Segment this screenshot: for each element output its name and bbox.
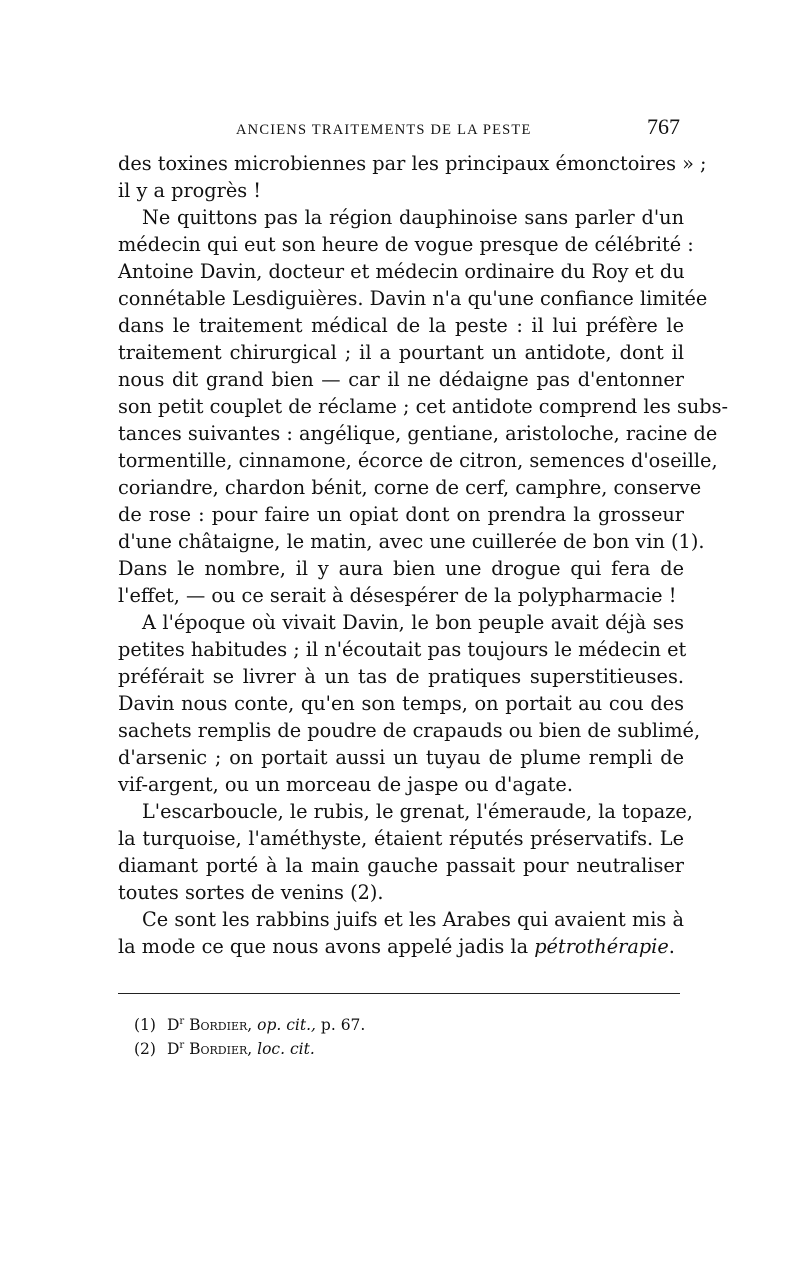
text-line: l'effet, — ou ce serait à désespérer de la polypharmacie ! <box>118 584 677 607</box>
footnote-title: D <box>166 1016 180 1034</box>
text-line: d'arsenic ; on portait aussi un tuyau de plume rempli de <box>118 746 684 769</box>
text-line: Dans le nombre, il y aura bien une drogue qui fera de <box>118 557 684 580</box>
text-line: coriandre, chardon bénit, corne de cerf, camphre, conserve <box>118 476 702 499</box>
text-line: des toxines microbiennes par les principaux émonctoires » ; <box>118 152 707 175</box>
footnote-author: Bordier, <box>189 1016 253 1034</box>
text-line: traitement chirurgical ; il a pourtant un antidote, dont il <box>118 341 684 364</box>
footnote-title-sup: r <box>179 1015 185 1027</box>
footnote-title: D <box>166 1040 180 1058</box>
text-line-final <box>118 933 684 960</box>
text-line: nous dit grand bien — car il ne dédaigne pas d'entonner <box>118 368 684 391</box>
text-line-span: la mode ce que nous avons appelé jadis la <box>118 935 535 958</box>
running-head <box>118 112 684 146</box>
footnote-mark: (2) <box>134 1040 156 1058</box>
footnote-2 <box>134 1037 674 1061</box>
text-line: il y a progrès ! <box>118 179 262 202</box>
text-line: A l'époque où vivait Davin, le bon peuple avait déjà ses <box>142 611 684 634</box>
footnote-rule <box>118 993 680 994</box>
text-line: sachets remplis de poudre de crapauds ou bien de sublimé, <box>118 719 701 742</box>
text-line: médecin qui eut son heure de vogue presque de célébrité : <box>118 233 694 256</box>
text-line: toutes sortes de venins (2). <box>118 881 384 904</box>
footnote-ref: loc. cit. <box>257 1040 315 1058</box>
text-line: Ne quittons pas la région dauphinoise sans parler d'un <box>142 206 684 229</box>
footnote-1 <box>134 1013 674 1037</box>
footnotes <box>134 1013 674 1061</box>
text-line: tances suivantes : angélique, gentiane, aristoloche, racine de <box>118 422 718 445</box>
footnote-title-sup: r <box>179 1039 185 1051</box>
text-line: vif-argent, ou un morceau de jaspe ou d'agate. <box>118 773 573 796</box>
footnote-author: Bordier, <box>189 1040 253 1058</box>
text-line: d'une châtaigne, le matin, avec une cuillerée de bon vin (1). <box>118 530 705 553</box>
text-line: connétable Lesdiguières. Davin n'a qu'une confiance limitée <box>118 287 708 310</box>
text-line: dans le traitement médical de la peste : il lui préfère le <box>118 314 684 337</box>
text-line: petites habitudes ; il n'écoutait pas toujours le médecin et <box>118 638 687 661</box>
text-line: préférait se livrer à un tas de pratiques superstitieuses. <box>118 665 684 688</box>
footnote-ref: op. cit., <box>257 1016 316 1034</box>
text-line: diamant porté à la main gauche passait pour neutraliser <box>118 854 684 877</box>
footnote-mark: (1) <box>134 1016 156 1034</box>
body-text <box>118 150 729 960</box>
text-line: de rose : pour faire un opiat dont on prendra la grosseur <box>118 503 684 526</box>
text-line: Ce sont les rabbins juifs et les Arabes qui avaient mis à <box>142 908 684 931</box>
text-line: son petit couplet de réclame ; cet antidote comprend les subs- <box>118 395 729 418</box>
text-line: Davin nous conte, qu'en son temps, on portait au cou des <box>118 692 684 715</box>
footnote-rest: p. 67. <box>315 1016 366 1034</box>
text-line: L'escarboucle, le rubis, le grenat, l'émeraude, la topaze, <box>142 800 693 823</box>
running-title: ANCIENS TRAITEMENTS DE LA PESTE <box>236 122 532 138</box>
text-line: Antoine Davin, docteur et médecin ordinaire du Roy et du <box>118 260 685 283</box>
text-line: tormentille, cinnamone, écorce de citron, semences d'oseille, <box>118 449 718 472</box>
text-line: la turquoise, l'améthyste, étaient réputés préservatifs. Le <box>118 827 684 850</box>
final-period: . <box>668 935 675 958</box>
page-number: 767 <box>647 114 680 139</box>
italic-term: pétrothérapie <box>534 935 669 958</box>
